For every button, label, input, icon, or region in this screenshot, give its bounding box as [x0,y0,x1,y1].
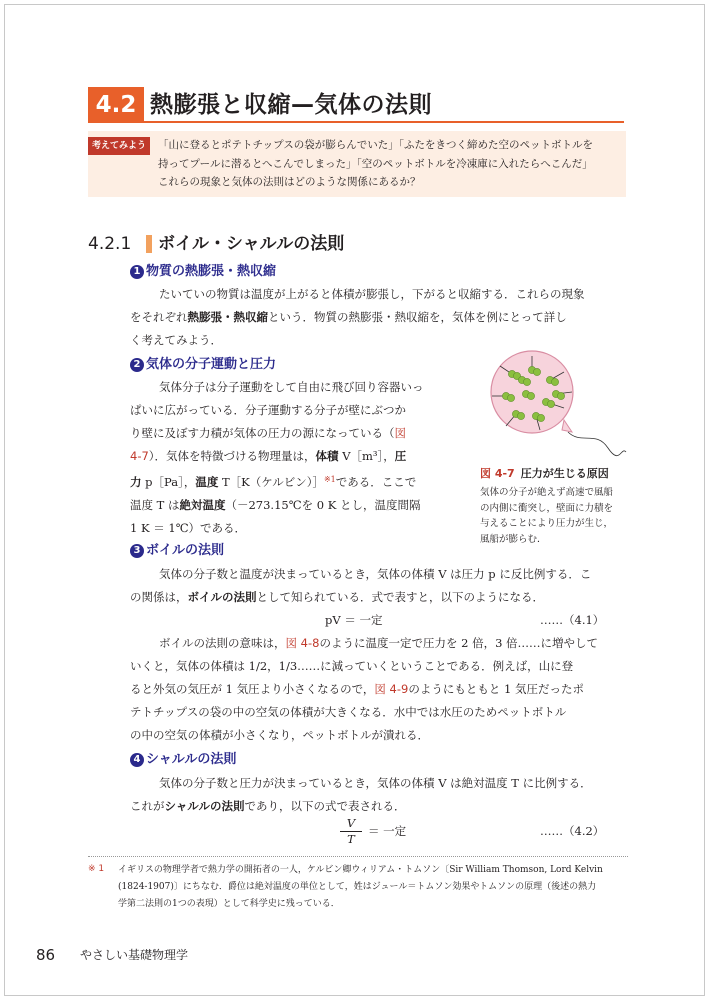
text-line: たいていの物質は温度が上がると体積が膨張し，下がると収縮する．これらの現象 [159,287,585,301]
text-line: 4-7）．気体を特徴づける物理量は，体積 V［m³］，圧 [130,449,407,463]
equation-number: ……（4.1） [540,613,605,627]
page-number: 86 [36,946,56,964]
heading-molecular-motion [130,355,276,375]
text-line: ると外気の気圧が 1 気圧より小さくなるので，図 4-9のようにもともと 1 気圧だったポ [130,682,584,696]
gas-molecule [533,368,540,375]
figure-ref-link[interactable]: 図 4-9 [374,682,409,696]
text-line: 温度 T は絶対温度（－273.15℃を 0 K とし，温度間隔 [130,498,421,512]
text-line: 力 p［Pa］，温度 T［K（ケルビン）］$^{※1}$である．ここで [130,475,417,489]
figure-label: 図 4-7 [480,467,515,480]
footnote-text [118,862,628,913]
think-line: これらの現象と気体の法則はどのような関係にあるか？ [158,176,421,188]
text-line: の関係は，ボイルの法則として知られている．式で表すと，以下のようになる． [130,590,544,604]
caption-line: 与えることにより圧力が生じ， [480,518,614,529]
balloon-string [568,432,626,456]
text-line: 気体の分子数と温度が決まっているとき，気体の体積 V は圧力 p に反比例する．こ [159,567,592,581]
paragraph-boyle-law [130,563,627,609]
heading-text: 気体の分子運動と圧力 [146,357,277,372]
fraction-numerator: V [346,816,356,830]
heading-text: シャルルの法則 [146,752,237,767]
footnote-line: イギリスの物理学者で熱力学の開拓者の一人，ケルビン卿ウィリアム・トムソン〔Sir William Thomson, Lord Kelvin [118,865,603,875]
balloon-figure [476,350,628,460]
footnote-line: 学第二法則の1つの表現）として科学史に残っている． [118,899,340,909]
text-line: 気体の分子数と圧力が決まっているとき，気体の体積 V は絶対温度 T に比例する． [159,776,592,790]
running-title: やさしい基礎物理学 [80,948,189,962]
think-tag: 考えてみよう [88,137,150,155]
text-line: をそれぞれ熱膨張・熱収縮という．物質の熱膨張・熱収縮を，気体を例にとって詳し [130,310,567,324]
text-line: テトチップスの袋の中の空気の体積が大きくなる．水中では水圧のためペットボトル [130,705,567,719]
caption-line: の内側に衝突し，壁面に力積を [480,502,614,514]
gas-molecule [517,412,524,419]
figure-ref-link[interactable]: 4-7 [130,449,149,463]
gas-molecule [523,378,530,385]
gas-molecule [537,414,544,421]
footnote-ref[interactable]: ※1 [323,475,336,484]
think-line: 「山に登るとポテトチップスの袋が膨らんでいた」「ふたをきつく締めた空のペットボトルを [158,139,594,151]
paragraph-boyle-meaning [130,632,627,747]
text-line: 気体分子は分子運動をして自由に飛び回り容器いっ [159,380,424,394]
heading-boyle-law [130,541,224,561]
fraction-denominator: T [340,831,362,847]
equation-4-1: pV ＝ 一定 [325,613,383,627]
balloon-knot [562,420,572,432]
figure-ref-link[interactable]: 図 4-8 [285,636,320,650]
text-line: 1 K ＝ 1℃）である． [130,521,247,535]
footnote-line: (1824-1907)〕にちなむ．爵位は絶対温度の単位として，姓はジュール＝トムソン効果やトムソンの原理（後述の熱力 [118,882,597,892]
text-line: これがシャルルの法則であり，以下の式で表される． [130,799,406,813]
paragraph-molecular-motion [130,376,477,540]
figure-caption-title [480,465,630,483]
equation-number: ……（4.2） [540,824,605,838]
paragraph-thermal-expansion [130,283,627,352]
gas-molecule [551,378,558,385]
figure-ref-link[interactable]: 図 [394,426,406,440]
gas-molecule [527,392,534,399]
footnote-mark: ※ 1 [88,864,105,874]
section-number: 4.2 [88,87,144,123]
subsection-bar [146,235,152,253]
section-title: 熱膨張と収縮—気体の法則 [150,92,432,118]
gas-molecule [547,400,554,407]
text-line: く考えてみよう． [130,333,222,347]
heading-text: 物質の熱膨張・熱収縮 [146,264,277,279]
equation-4-2: ＝ 一定 [368,824,407,838]
figure-caption-body [480,485,630,547]
think-box [88,131,626,197]
think-text [158,136,620,192]
heading-text: ボイルの法則 [146,543,225,558]
footnote-divider [88,856,628,857]
subsection-title: ボイル・シャルルの法則 [158,234,345,254]
section-heading [88,87,624,123]
text-line: り壁に及ぼす力積が気体の圧力の源になっている（図 [130,426,406,440]
number-badge: 1 [130,265,144,279]
number-badge: 2 [130,358,144,372]
text-line: の中の空気の体積が小さくなり，ペットボトルが潰れる． [130,728,429,742]
number-badge: 4 [130,753,144,767]
caption-line: 風船が膨らむ． [480,533,547,545]
section-underline [144,121,624,123]
gas-molecule [557,392,564,399]
subsection-number: 4.2.1 [88,234,132,254]
think-line: 持ってプールに潜るとへこんでしまった」「空のペットボトルを冷凍庫に入れたらへこんだ」 [158,157,593,170]
number-badge: 3 [130,544,144,558]
caption-line: 気体の分子が絶えず高速で風船 [480,487,614,498]
heading-charles-law [130,750,236,770]
fraction [340,816,362,847]
figure-title: 圧力が生じる原因 [520,467,609,480]
text-line: いくと，気体の体積は 1/2，1/3……に減っていくということである．例えば，山に登 [130,659,574,673]
figure-caption [480,465,630,547]
gas-molecule [507,394,514,401]
paragraph-charles-law [130,772,627,818]
text-line: ぱいに広がっている．分子運動する分子が壁にぶつか [130,403,406,417]
heading-thermal-expansion [130,262,276,282]
text-line: ボイルの法則の意味は，図 4-8のように温度一定で圧力を 2 倍，3 倍……に増やして [159,636,599,650]
